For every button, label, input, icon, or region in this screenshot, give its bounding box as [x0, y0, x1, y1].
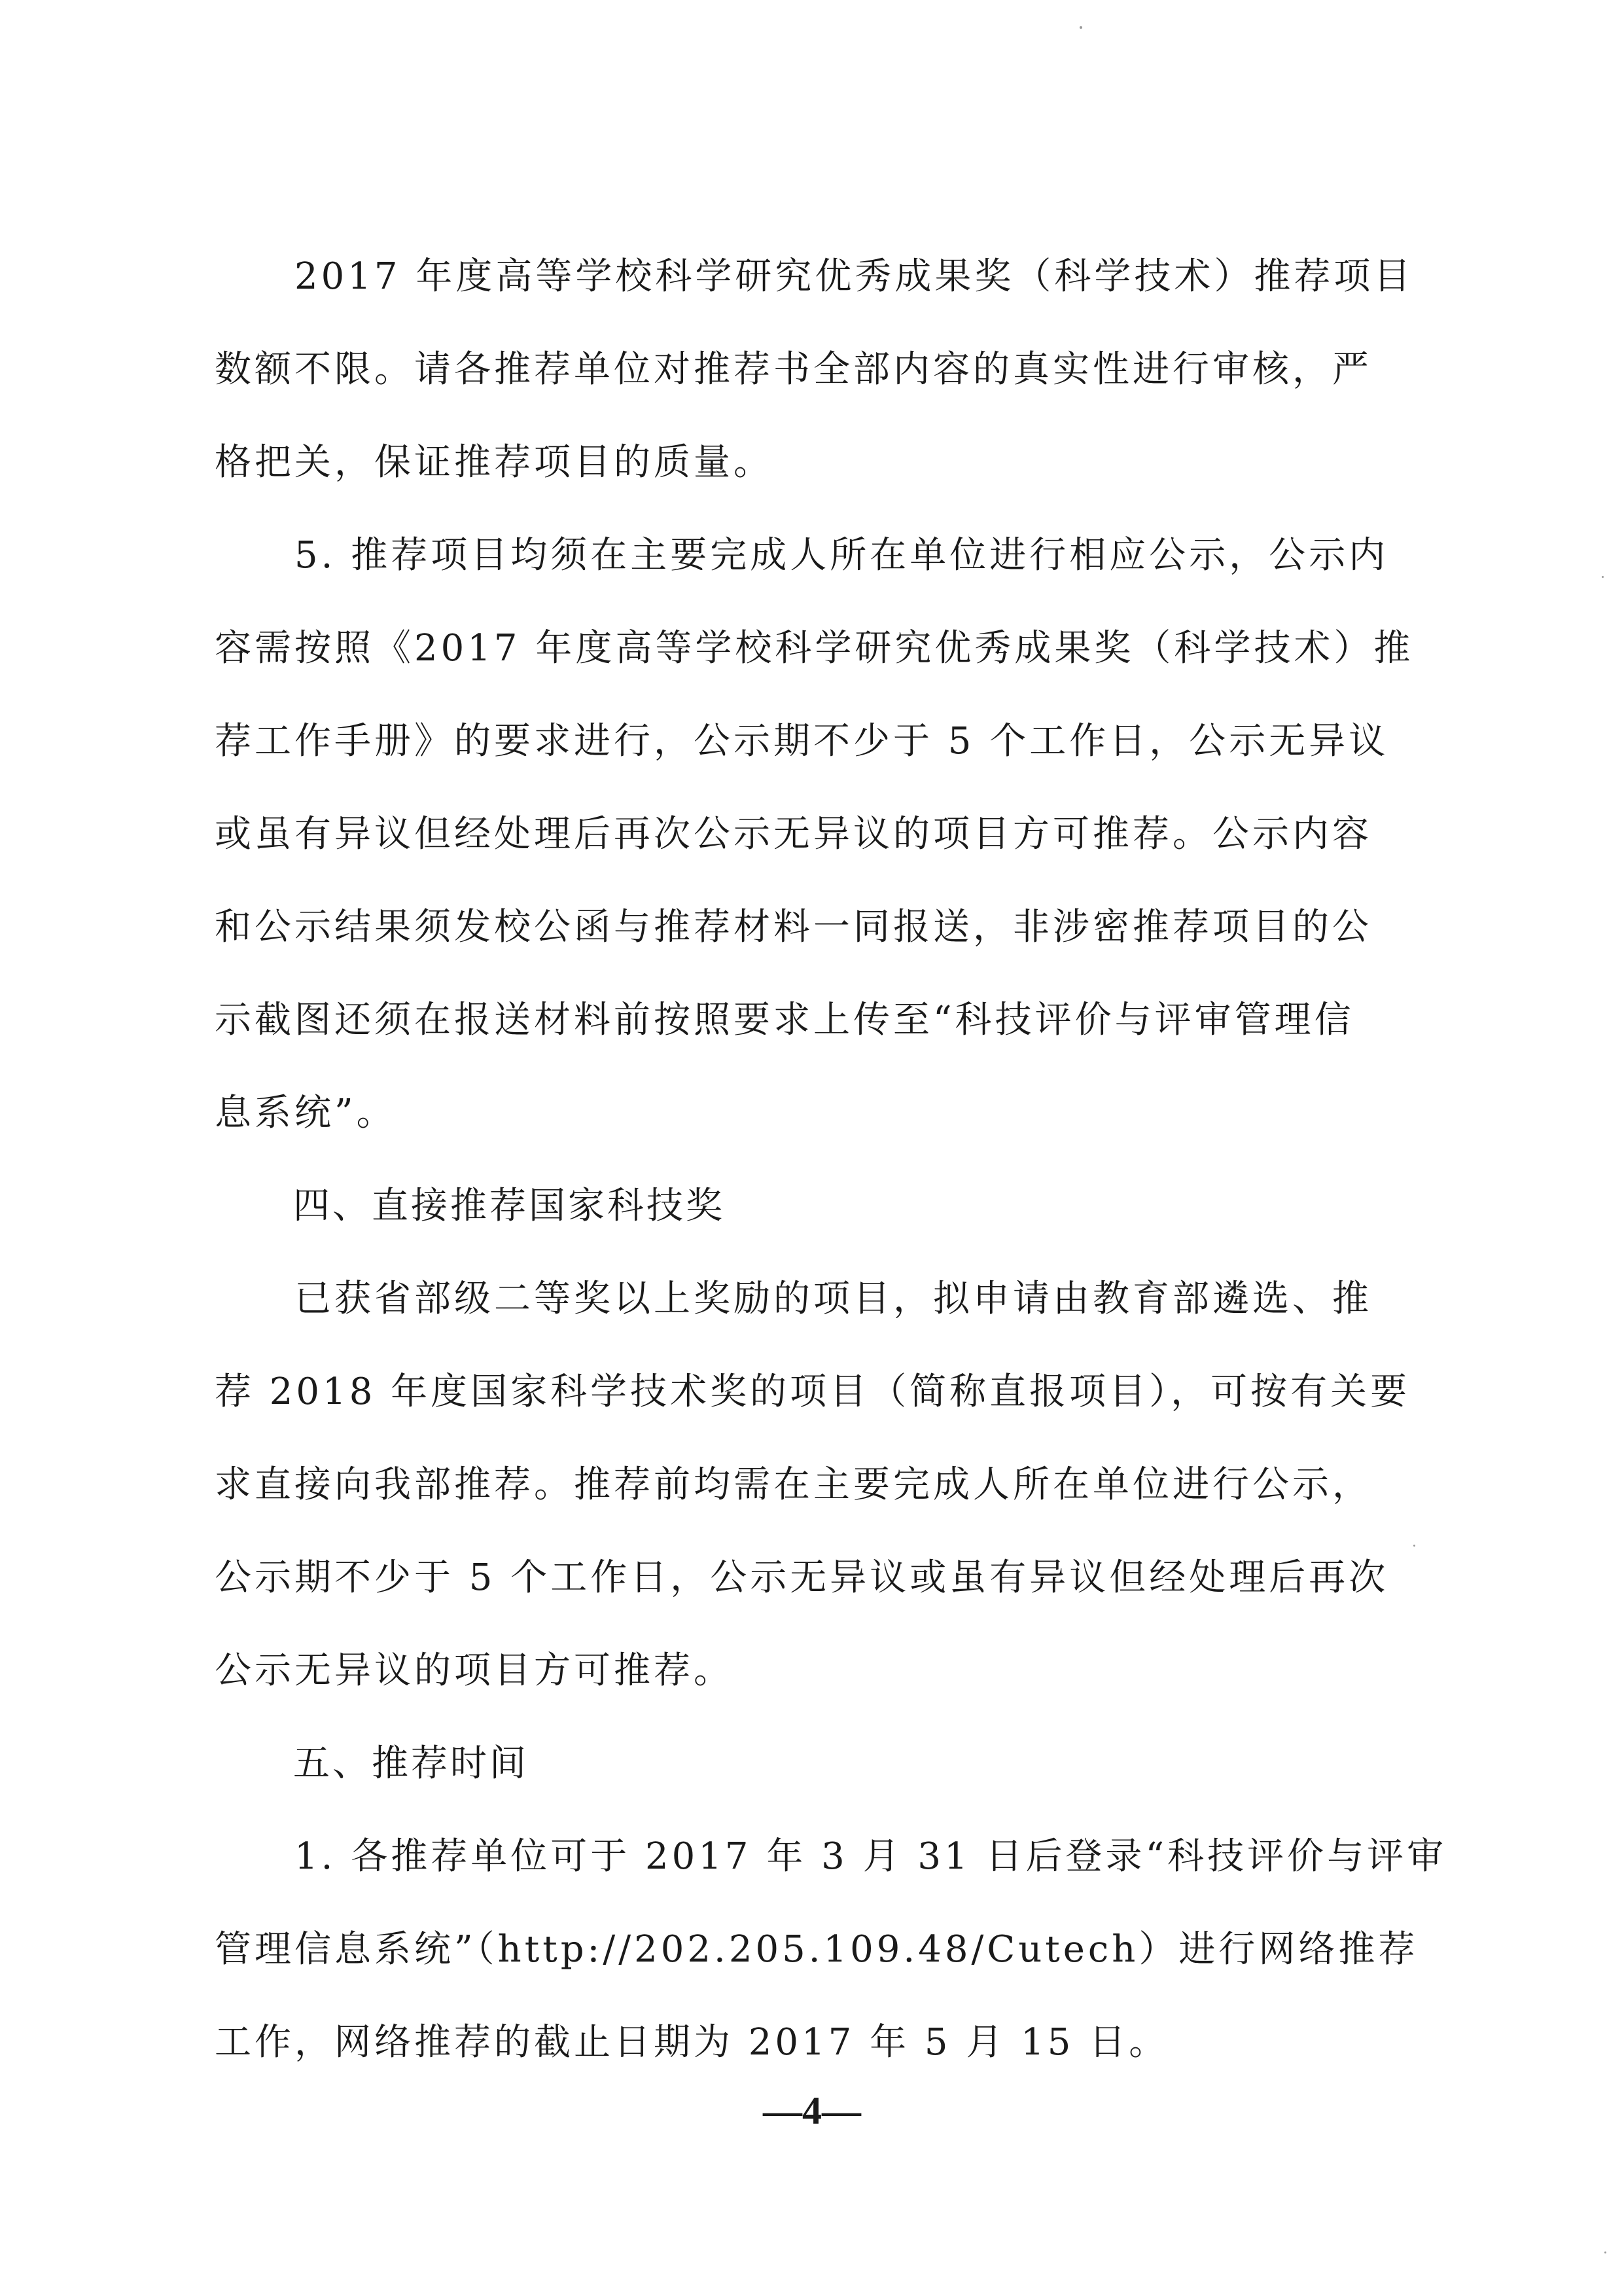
section-heading: 四、直接推荐国家科技奖	[215, 1185, 725, 1227]
paragraph-line: 求直接向我部推荐。推荐前均需在主要完成人所在单位进行公示，	[215, 1463, 1372, 1506]
paragraph-line: 荐 2018 年度国家科学技术奖的项目（简称直报项目），可按有关要	[215, 1371, 1411, 1413]
paragraph-line: 1. 各推荐单位可于 2017 年 3 月 31 日后登录“科技评价与评审	[215, 1835, 1447, 1878]
scan-speck	[1080, 26, 1082, 29]
paragraph-line: 格把关，保证推荐项目的质量。	[215, 441, 773, 484]
page-number: —4—	[763, 2089, 861, 2132]
paragraph-line: 容需按照《2017 年度高等学校科学研究优秀成果奖（科学技术）推	[215, 627, 1414, 670]
paragraph-line: 公示期不少于 5 个工作日，公示无异议或虽有异议但经处理后再次	[215, 1556, 1389, 1599]
paragraph-line: 工作，网络推荐的截止日期为 2017 年 5 月 15 日。	[215, 2021, 1169, 2064]
paragraph-line: 管理信息系统”（http://202.205.109.48/Cutech）进行网络推荐	[215, 1928, 1419, 1971]
paragraph-line: 和公示结果须发校公函与推荐材料一同报送，非涉密推荐项目的公	[215, 906, 1372, 948]
paragraph-line: 数额不限。请各推荐单位对推荐书全部内容的真实性进行审核，严	[215, 348, 1372, 391]
scan-speck	[1413, 1545, 1415, 1547]
section-heading: 五、推荐时间	[215, 1742, 529, 1785]
paragraph-line: 2017 年度高等学校科学研究优秀成果奖（科学技术）推荐项目	[215, 255, 1414, 298]
paragraph-line: 公示无异议的项目方可推荐。	[215, 1649, 733, 1692]
paragraph-line: 荐工作手册》的要求进行，公示期不少于 5 个工作日，公示无异议	[215, 720, 1389, 762]
paragraph-line: 5. 推荐项目均须在主要完成人所在单位进行相应公示，公示内	[215, 534, 1389, 577]
paragraph-line: 或虽有异议但经处理后再次公示无异议的项目方可推荐。公示内容	[215, 813, 1372, 855]
scan-speck	[1604, 2251, 1606, 2253]
scan-speck	[1602, 576, 1604, 578]
paragraph-line: 已获省部级二等奖以上奖励的项目，拟申请由教育部遴选、推	[215, 1278, 1372, 1320]
paragraph-line: 息系统”。	[215, 1092, 397, 1134]
paragraph-line: 示截图还须在报送材料前按照要求上传至“科技评价与评审管理信	[215, 999, 1354, 1041]
